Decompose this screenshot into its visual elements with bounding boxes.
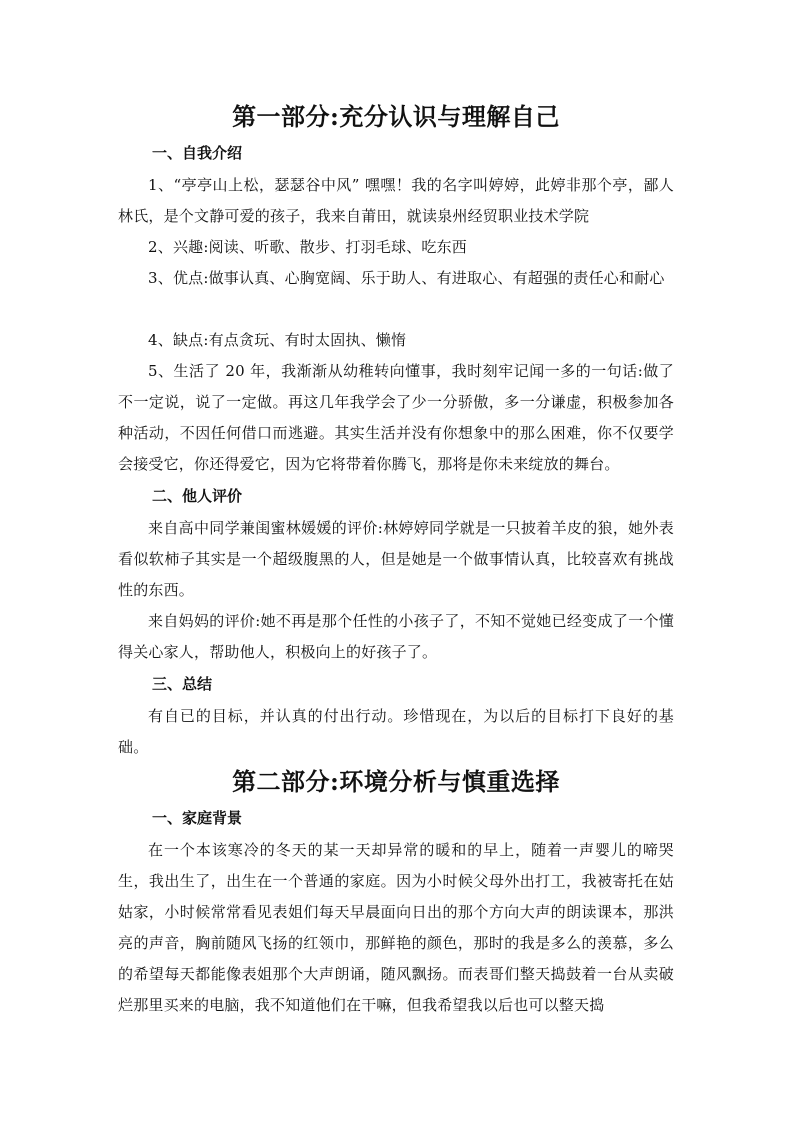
paragraph-intro-weaknesses: 4、缺点:有点贪玩、有时太固执、懒惰 xyxy=(148,331,407,349)
part2-title: 第二部分:环境分析与慎重选择 xyxy=(232,767,560,796)
paragraph-summary: 有自已的目标，并认真的付出行动。珍惜现在，为以后的目标打下良好的基础。 xyxy=(118,707,674,756)
paragraph-intro-name: 1、“亭亭山上松，瑟瑟谷中风” 嘿嘿！我的名字叫婷婷，此婷非那个亭，鄙人林氏，是个文静可爱的孩子，我来自莆田，就读泉州经贸职业技术学院 xyxy=(118,176,674,225)
section-heading-summary: 三、总结 xyxy=(152,675,213,693)
paragraph-family-background: 在一个本该寒冷的冬天的某一天却异常的暖和的早上，随着一声婴儿的啼哭生，我出生了，出生在一个普通的家庭。因为小时候父母外出打工，我被寄托在姑姑家，小时候常常看见表姐们每天早晨面向日出的那个方向大声的朗读课本，那洪亮的声音，胸前随风飞扬的红领巾，那鲜艳的颜色，那时的我是多么的羡慕，多么的希望每天都能像表姐那个大声朗诵，随风飘扬。而表哥们整天捣鼓着一台从卖破烂那里买来的电脑，我不知道他们在干嘛，但我希望我以后也可以整天捣 xyxy=(118,841,674,1014)
paragraph-evaluation-friend: 来自高中同学兼闺蜜林媛媛的评价:林婷婷同学就是一只披着羊皮的狼，她外表看似软柿子其实是一个超级腹黑的人，但是她是一个做事情认真，比较喜欢有挑战性的东西。 xyxy=(118,519,674,599)
paragraph-intro-interests: 2、兴趣:阅读、听歌、散步、打羽毛球、吃东西 xyxy=(148,238,467,256)
section-heading-family-background: 一、家庭背景 xyxy=(152,809,243,827)
paragraph-evaluation-mother: 来自妈妈的评价:她不再是那个任性的小孩子了，不知不觉她已经变成了一个懂得关心家人，帮助他人，积极向上的好孩子了。 xyxy=(118,612,674,661)
section-heading-others-evaluation: 二、他人评价 xyxy=(152,487,243,505)
section-heading-self-intro: 一、自我介绍 xyxy=(152,144,243,162)
part1-title: 第一部分:充分认识与理解自己 xyxy=(232,102,560,131)
paragraph-intro-strengths: 3、优点:做事认真、心胸宽阔、乐于助人、有进取心、有超强的责任心和耐心 xyxy=(148,269,665,287)
paragraph-intro-growth: 5、生活了 20 年，我渐渐从幼稚转向懂事，我时刻牢记闻一多的一句话:做了不一定说，说了一定做。再这几年我学会了少一分骄傲，多一分谦虚，积极参加各种活动，不因任何借口而逃避。其实生活并没有你想象中的那么困难，你不仅要学会接受它，你还得爱它，因为它将带着你腾飞，那将是你未来绽放的舞台。 xyxy=(118,362,674,473)
